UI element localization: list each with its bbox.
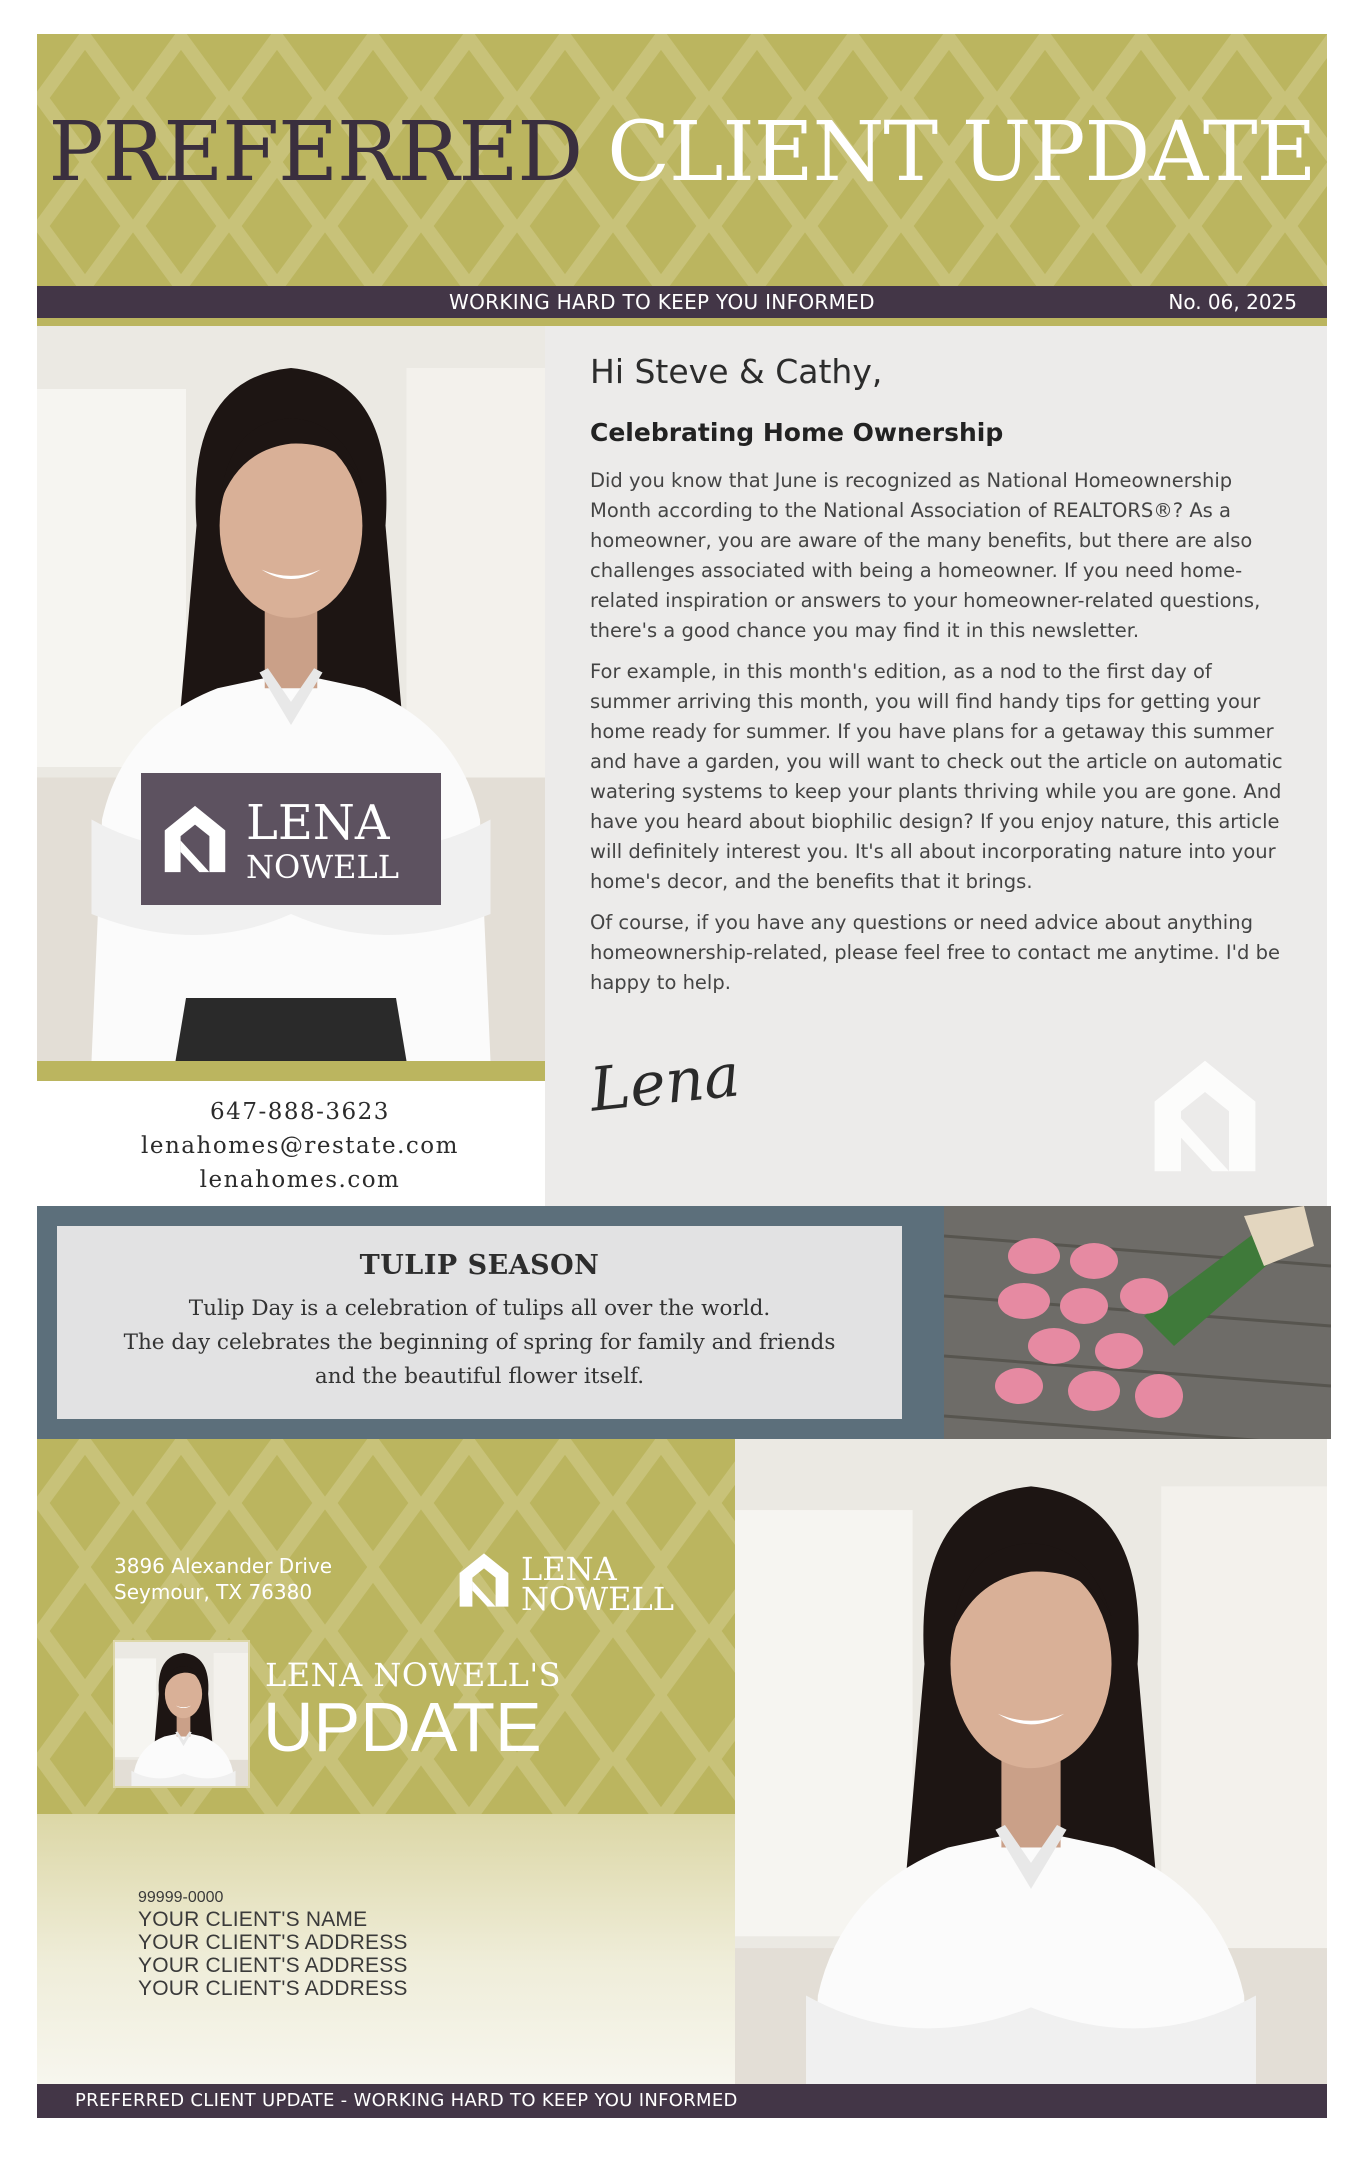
newsletter-title <box>37 105 1327 200</box>
mailer-portrait-image <box>735 1439 1327 2084</box>
agent-portrait-image <box>37 326 545 1061</box>
update-label: LENA NOWELL'S <box>265 1656 562 1694</box>
client-address: YOUR CLIENT'S ADDRESS <box>138 1954 408 1977</box>
agent-thumbnail <box>113 1640 250 1788</box>
agent-logo-box <box>141 773 441 905</box>
house-n-watermark-icon <box>1145 1056 1265 1176</box>
gold-divider <box>37 318 1327 326</box>
letter-panel <box>545 326 1327 1206</box>
tulip-line: The day celebrates the beginning of spring for family and friends <box>123 1330 836 1355</box>
tagline: WORKING HARD TO KEEP YOU INFORMED <box>449 290 875 314</box>
house-n-logo-icon <box>159 803 231 875</box>
agent-thumbnail-image <box>115 1642 250 1788</box>
letter-body <box>590 466 1295 1009</box>
letter-paragraph: For example, in this month's edition, as a nod to the first day of summer arriving this month, you will find handy tips for getting your home ready for summer. If you have plans for a getaway this summer and have a garden, you will want to check out the article on automatic watering systems to keep your plants thriving while you are gone. And have you heard about biophilic design? If you enjoy nature, this article will definitely interest you. It's all about incorporating nature into your home's decor, and the benefits that it brings. <box>590 660 1283 893</box>
issue-number: No. 06, 2025 <box>1168 290 1297 314</box>
mailer-last-name: NOWELL <box>521 1580 674 1618</box>
agent-contact <box>37 1095 563 1197</box>
tulip-line: and the beautiful flower itself. <box>314 1364 645 1389</box>
agent-first-name: LENA <box>246 795 390 851</box>
mailer-first-name: LENA <box>521 1550 617 1588</box>
agent-last-name: NOWELL <box>246 848 399 886</box>
letter-heading: Celebrating Home Ownership <box>590 418 1004 447</box>
mailer-agent-photo <box>735 1439 1327 2084</box>
tulip-section <box>57 1226 902 1419</box>
tagline-bar <box>37 286 1327 318</box>
newsletter-header <box>37 34 1327 286</box>
title-part-dark: PREFERRED <box>48 105 583 200</box>
address-line: Seymour, TX 76380 <box>114 1580 313 1604</box>
address-line: 3896 Alexander Drive <box>114 1554 333 1578</box>
photo-gold-bar <box>37 1061 545 1081</box>
agent-signature: Lena <box>586 1040 744 1126</box>
tulip-text <box>57 1292 902 1394</box>
client-name: YOUR CLIENT'S NAME <box>138 1908 368 1931</box>
letter-paragraph: Did you know that June is recognized as National Homeownership Month according to the National Association of REALTORS®? As a homeowner, you are aware of the many benefits, but there are also challenges associated with being a homeowner. If you need home-related inspiration or answers to your homeowner-related questions, there's a good chance you may find it in this newsletter. <box>590 469 1261 642</box>
tulip-bouquet-image <box>944 1206 1331 1439</box>
tulip-line: Tulip Day is a celebration of tulips all over the world. <box>188 1296 771 1321</box>
client-address: YOUR CLIENT'S ADDRESS <box>138 1977 408 2000</box>
letter-greeting: Hi Steve & Cathy, <box>590 352 883 391</box>
house-n-logo-icon <box>455 1551 513 1609</box>
agent-phone[interactable]: 647-888-3623 <box>210 1099 390 1125</box>
tulip-title: TULIP SEASON <box>359 1250 600 1281</box>
tulip-photo <box>944 1206 1331 1439</box>
update-title: UPDATE <box>263 1688 542 1766</box>
return-address <box>114 1553 332 1605</box>
footer-text: PREFERRED CLIENT UPDATE - WORKING HARD TO KEEP YOU INFORMED <box>75 2090 738 2111</box>
title-part-light: CLIENT UPDATE <box>607 105 1316 200</box>
client-address: YOUR CLIENT'S ADDRESS <box>138 1931 408 1954</box>
agent-photo <box>37 326 545 1061</box>
postal-code: 99999-0000 <box>138 1889 224 1906</box>
footer-bar <box>37 2084 1327 2118</box>
client-address-block <box>138 1888 408 2000</box>
agent-website[interactable]: lenahomes.com <box>199 1167 401 1193</box>
letter-paragraph: Of course, if you have any questions or need advice about anything homeownership-related, please feel free to contact me anytime. I'd be happy to help. <box>590 911 1280 994</box>
agent-email[interactable]: lenahomes@restate.com <box>141 1133 459 1159</box>
